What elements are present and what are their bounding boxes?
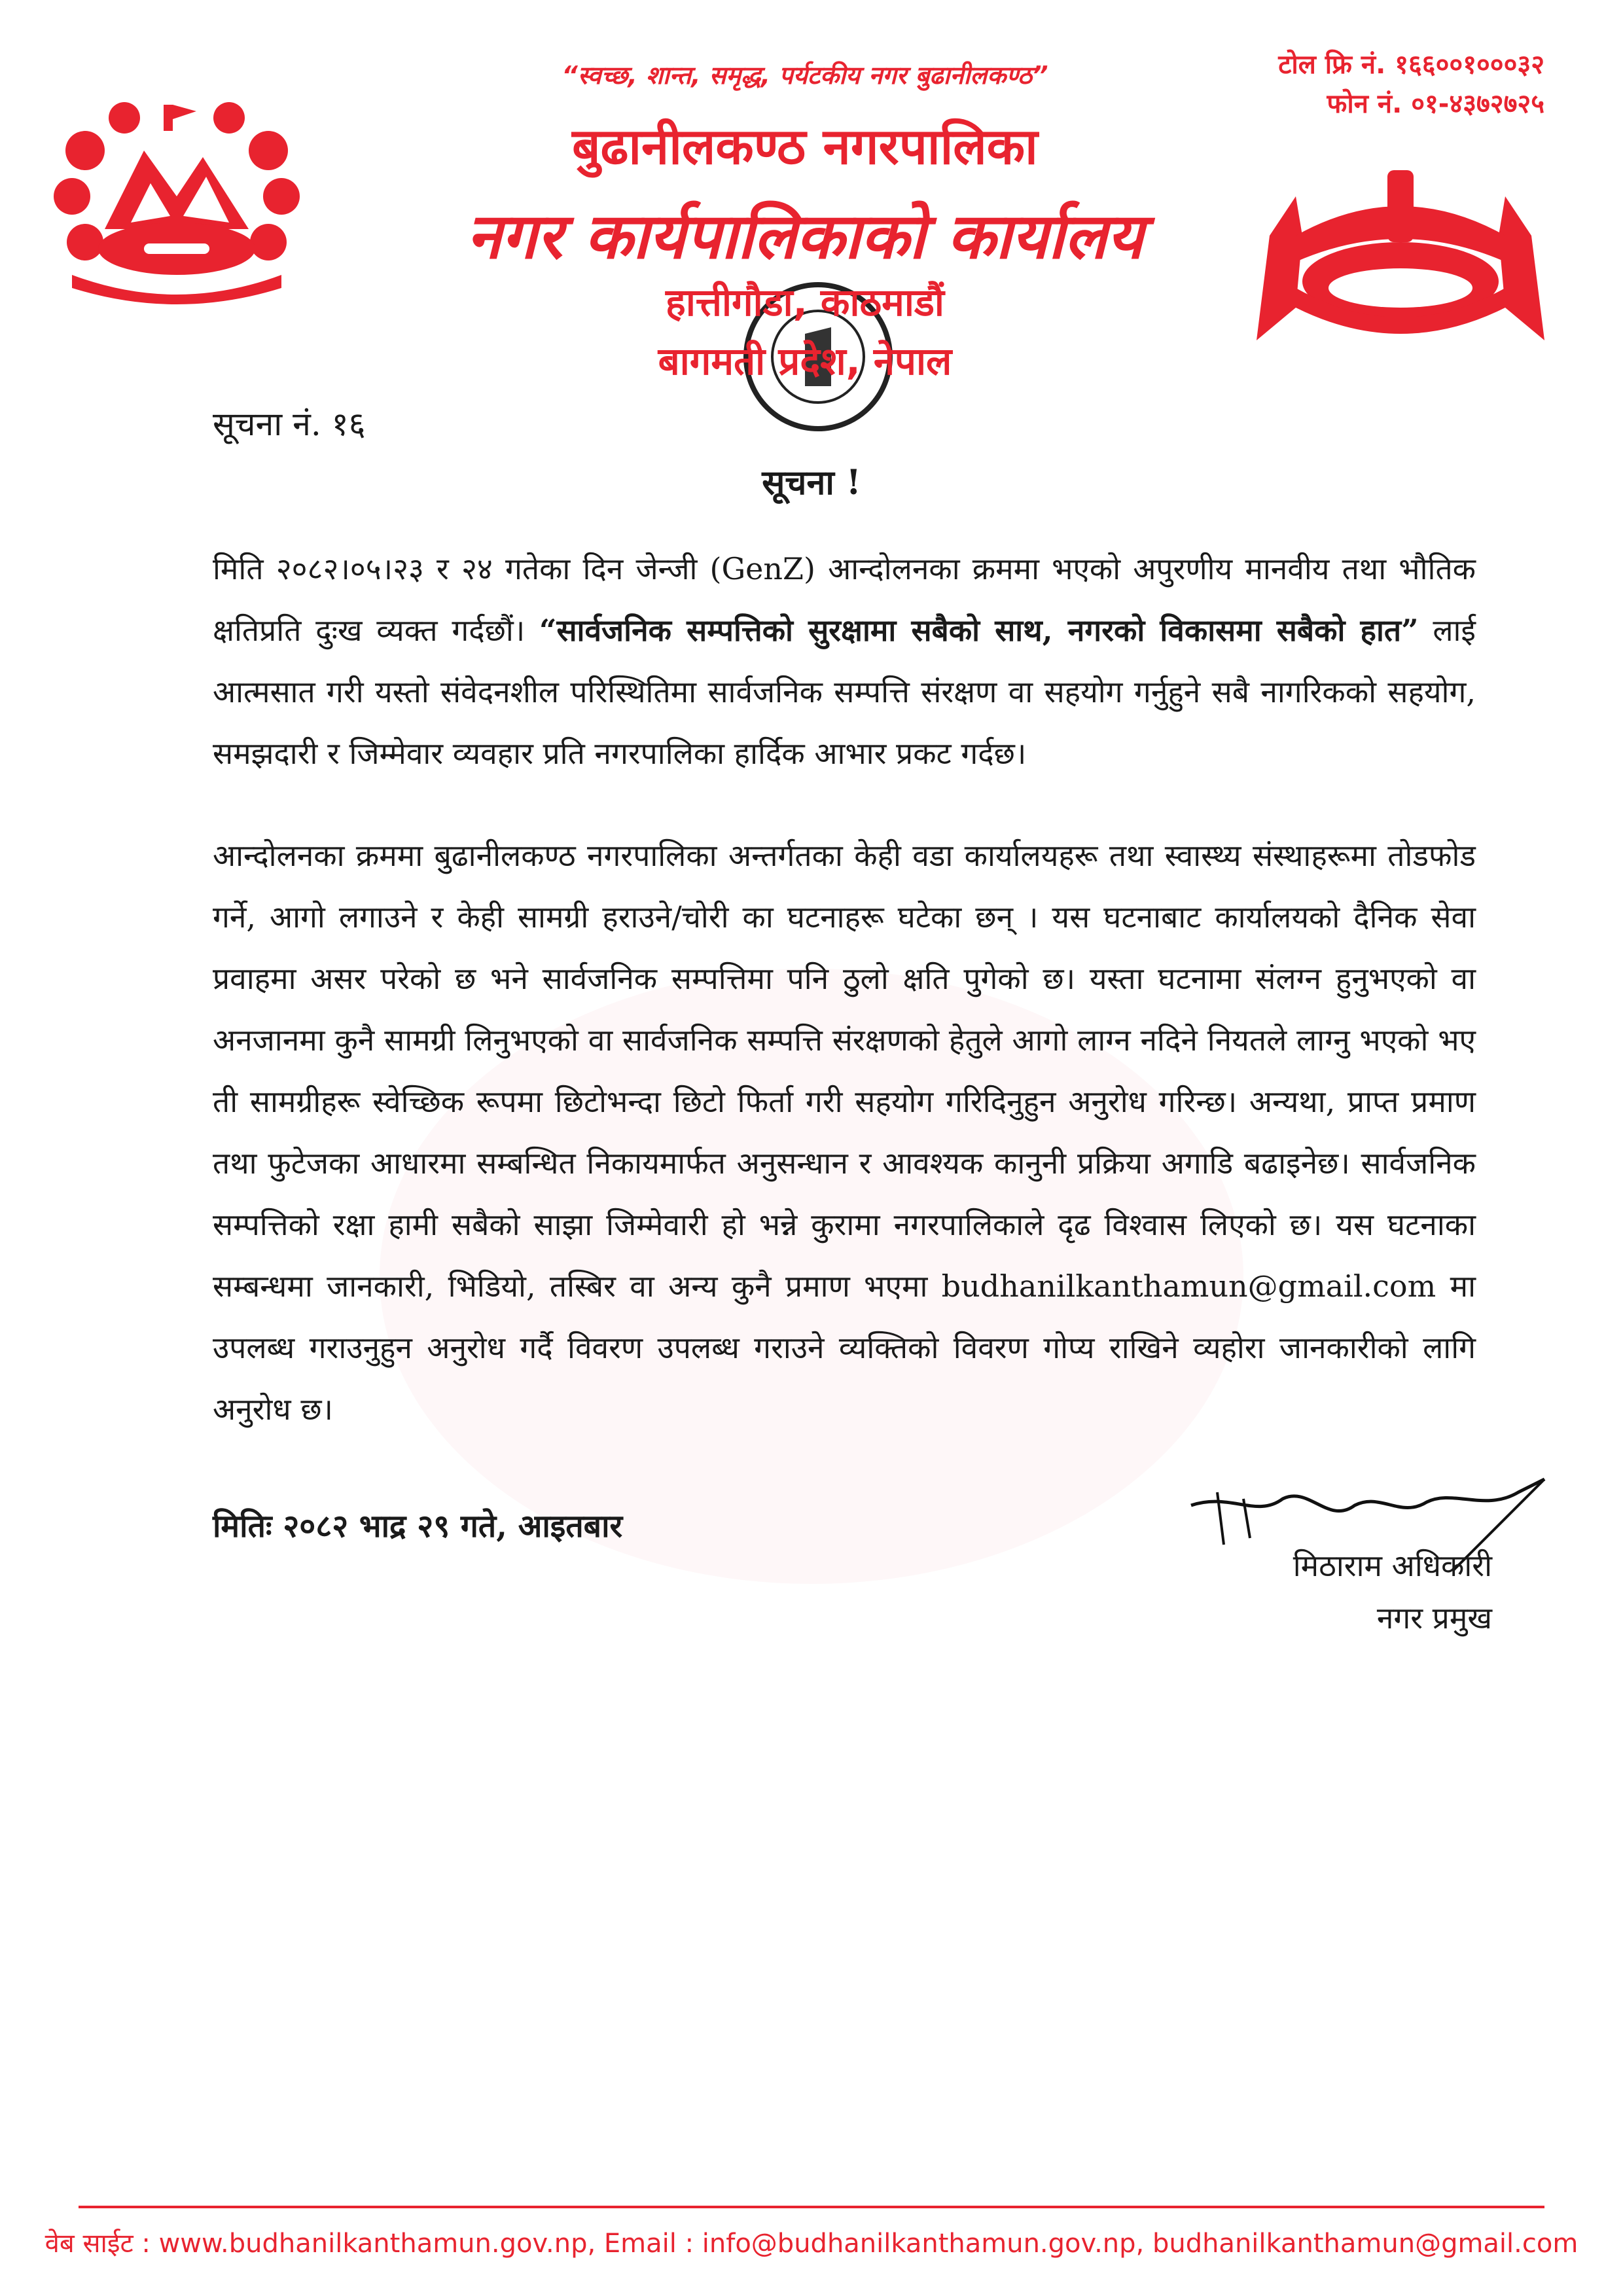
paragraph-1 xyxy=(213,538,1476,784)
toll-free-number: टोल फ्रि नं. १६६००१०००३२ xyxy=(1278,50,1544,80)
address-line-1: हात्तीगौडा, काठमाडौं xyxy=(666,280,944,325)
notice-number: सूचना नं. १६ xyxy=(213,405,366,443)
municipality-logo-icon xyxy=(1257,157,1544,353)
municipality-name: बुढानीलकण्ठ नगरपालिका xyxy=(572,117,1038,175)
slogan: “सार्वजनिक सम्पत्तिको सुरक्षामा सबैको साथ, नगरको विकासमा सबैको हात” xyxy=(539,613,1419,648)
signer-block xyxy=(1293,1539,1492,1644)
address-line-2: बागमती प्रदेश, नेपाल xyxy=(658,339,952,384)
notice-title: सूचना ! xyxy=(762,463,861,503)
footer-divider xyxy=(79,2206,1544,2208)
paragraph-2: आन्दोलनका क्रममा बुढानीलकण्ठ नगरपालिका अन्तर्गतका केही वडा कार्यालयहरू तथा स्वास्थ्य संस्थाहरूमा तोडफोड गर्ने, आगो लगाउने र केही सामग्री हराउने/चोरी का घटनाहरू घटेका छन् । यस घटनाबाट कार्यालयको दैनिक सेवा प्रवाहमा असर परेको छ भने सार्वजनिक सम्पत्तिमा पनि ठुलो क्षति पुगेको छ। यस्ता घटनामा संलग्न हुनुभएको वा अनजानमा कुनै सामग्री लिनुभएको वा सार्वजनिक सम्पत्ति संरक्षणको हेतुले आगो लाग्न नदिने नियतले लाग्नु भएको भए ती सामग्रीहरू स्वेच्छिक रूपमा छिटोभन्दा छिटो फिर्ता गरी सहयोग गरिदिनुहुन अनुरोध गरिन्छ। अन्यथा, प्राप्त प्रमाण तथा फुटेजका आधारमा सम्बन्धित निकायमार्फत अनुसन्धान र आवश्यक कानुनी प्रक्रिया अगाडि बढाइनेछ। सार्वजनिक सम्पत्तिको रक्षा हामी सबैको साझा जिम्मेवारी हो भन्ने कुरामा नगरपालिकाले दृढ विश्वास लिएको छ। यस घटनाका सम्बन्धमा जानकारी, भिडियो, तस्बिर वा अन्य कुनै प्रमाण भएमा budhanilkanthamun@gmail.com मा उपलब्ध गराउनुहुन अनुरोध गर्दै विवरण उपलब्ध गराउने व्यक्तिको विवरण गोप्य राखिने व्यहोरा जानकारीको लागि अनुरोध छ। xyxy=(213,838,1476,1427)
phone-number: फोन नं. ०१-४३७२७२५ xyxy=(1327,89,1544,119)
paragraph-1-part-1: मिति २०८२।०५।२३ र २४ गतेका दिन जेन्जी (GenZ) आन्दोलनका क्रममा भएको अपुरणीय मानवीय तथा भौतिक क्षतिप्रति दुःख व्यक्त गर्दछौं। xyxy=(213,551,1476,648)
tagline: “स्वच्छ, शान्त, समृद्ध, पर्यटकीय नगर बुढानीलकण्ठ” xyxy=(562,61,1048,90)
footer-contact: वेब साईट : www.budhanilkanthamun.gov.np, Email : info@budhanilkanthamun.gov.np, budhanilkanthamun@gmail.com xyxy=(45,2229,1578,2259)
signer-title: नगर प्रमुख xyxy=(1376,1600,1492,1636)
nepal-emblem-icon xyxy=(46,92,308,314)
signer-name: मिठाराम अधिकारी xyxy=(1293,1548,1492,1583)
date-line: मितिः २०८२ भाद्र २९ गते, आइतबार xyxy=(213,1508,623,1545)
office-name: नगर कार्यपालिकाको कार्यालय xyxy=(466,200,1144,273)
paragraph-1-part-2: लाई आत्मसात गरी यस्तो संवेदनशील परिस्थितिमा सार्वजनिक सम्पत्ति संरक्षण वा सहयोग गर्नुहुने सबै नागरिकको सहयोग, समझदारी र जिम्मेवार व्यवहार प्रति नगरपालिका हार्दिक आभार प्रकट गर्दछ। xyxy=(213,613,1476,771)
